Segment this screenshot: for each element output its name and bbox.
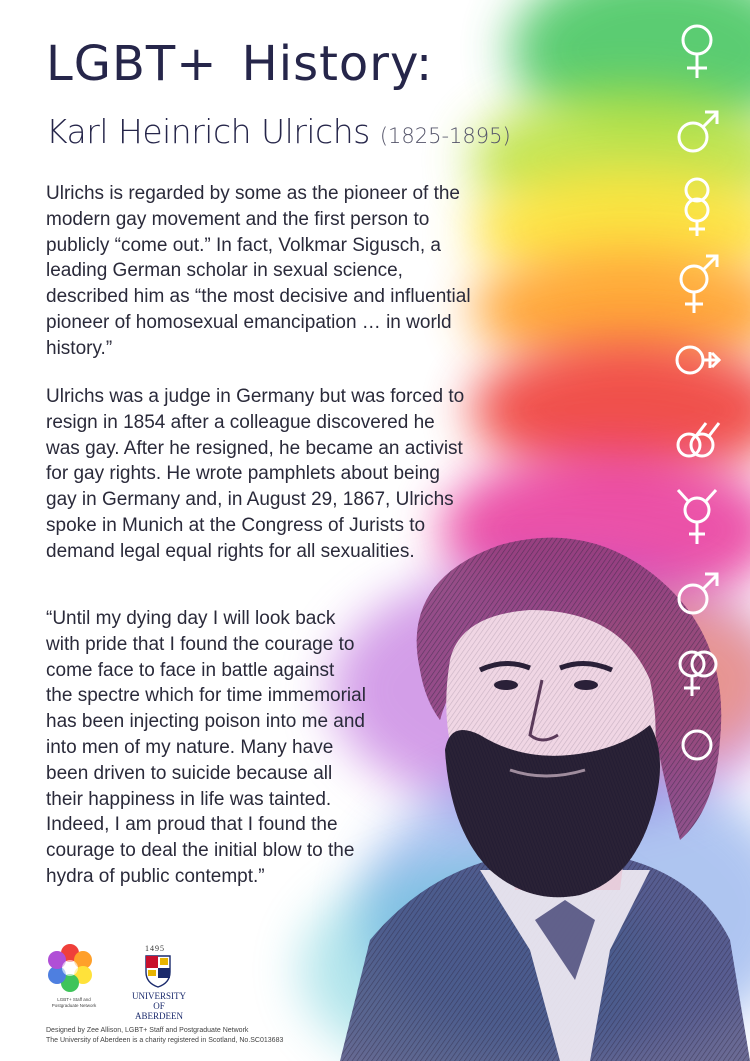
page-subtitle [46,112,511,151]
lgbt-network-logo [46,944,94,992]
biography-paragraph: Ulrichs was a judge in Germany but was forced to resign in 1854 after a colleague discovered he was gay. After he resigned, he became an activist for gay rights. He wrote pamphlets about being gay in Germany and, in August 29, 1867, Ulrichs spoke in Munich at the Congress of Jurists to demand legal equal rights for all sexualities. [46,386,465,562]
neutrois-icon [672,713,722,777]
transgender-icon [672,251,722,315]
designer-credit: Designed by Zee Allison, LGBT+ Staff and Postgraduate Network [46,1027,249,1034]
mars-icon [672,97,722,161]
university-name-line-2: ABERDEEN [135,1011,183,1021]
subject-years: (1825-1895) [379,124,511,148]
network-logo-caption: LGBT+ Staff and Postgraduate Network [51,997,97,1008]
double-venus-icon [672,174,722,238]
charity-notice: The University of Aberdeen is a charity registered in Scotland, No.SC013683 [46,1036,284,1044]
mars-icon [672,559,722,623]
university-name-line-1: UNIVERSITY OF [132,991,186,1011]
gender-symbols-column [672,20,728,790]
university-name [126,991,192,1021]
university-crest-icon [144,954,172,988]
university-founding-year: 1495 [145,944,165,953]
androgyne-icon [672,328,722,392]
subject-name: Karl Heinrich Ulrichs [46,112,370,151]
transgender-icon [672,482,722,546]
venus-icon [672,20,722,84]
double-mars-icon [672,405,722,469]
intro-paragraph: Ulrichs is regarded by some as the pioneer of the modern gay movement and the first person to publicly “come out.” In fact, Volkmar Sigusch, a leading German scholar in sexual science, described him as “the most decisive and influential pioneer of homosexual emancipation … in world history.” [46,183,471,359]
venus-mars-icon [672,636,722,700]
quote-paragraph: “Until my dying day I will look back with pride that I found the courage to come face to face in battle against the spectre which for time immemorial has been injecting poison into me and into men of my nature. Many have been driven to suicide because all their happiness in life was tainted. Indeed, I am proud that I found the courage to deal the initial blow to the hydra of public contempt.” [46,608,366,887]
page-title: LGBT+ History: [46,36,434,92]
credits [46,1026,283,1045]
